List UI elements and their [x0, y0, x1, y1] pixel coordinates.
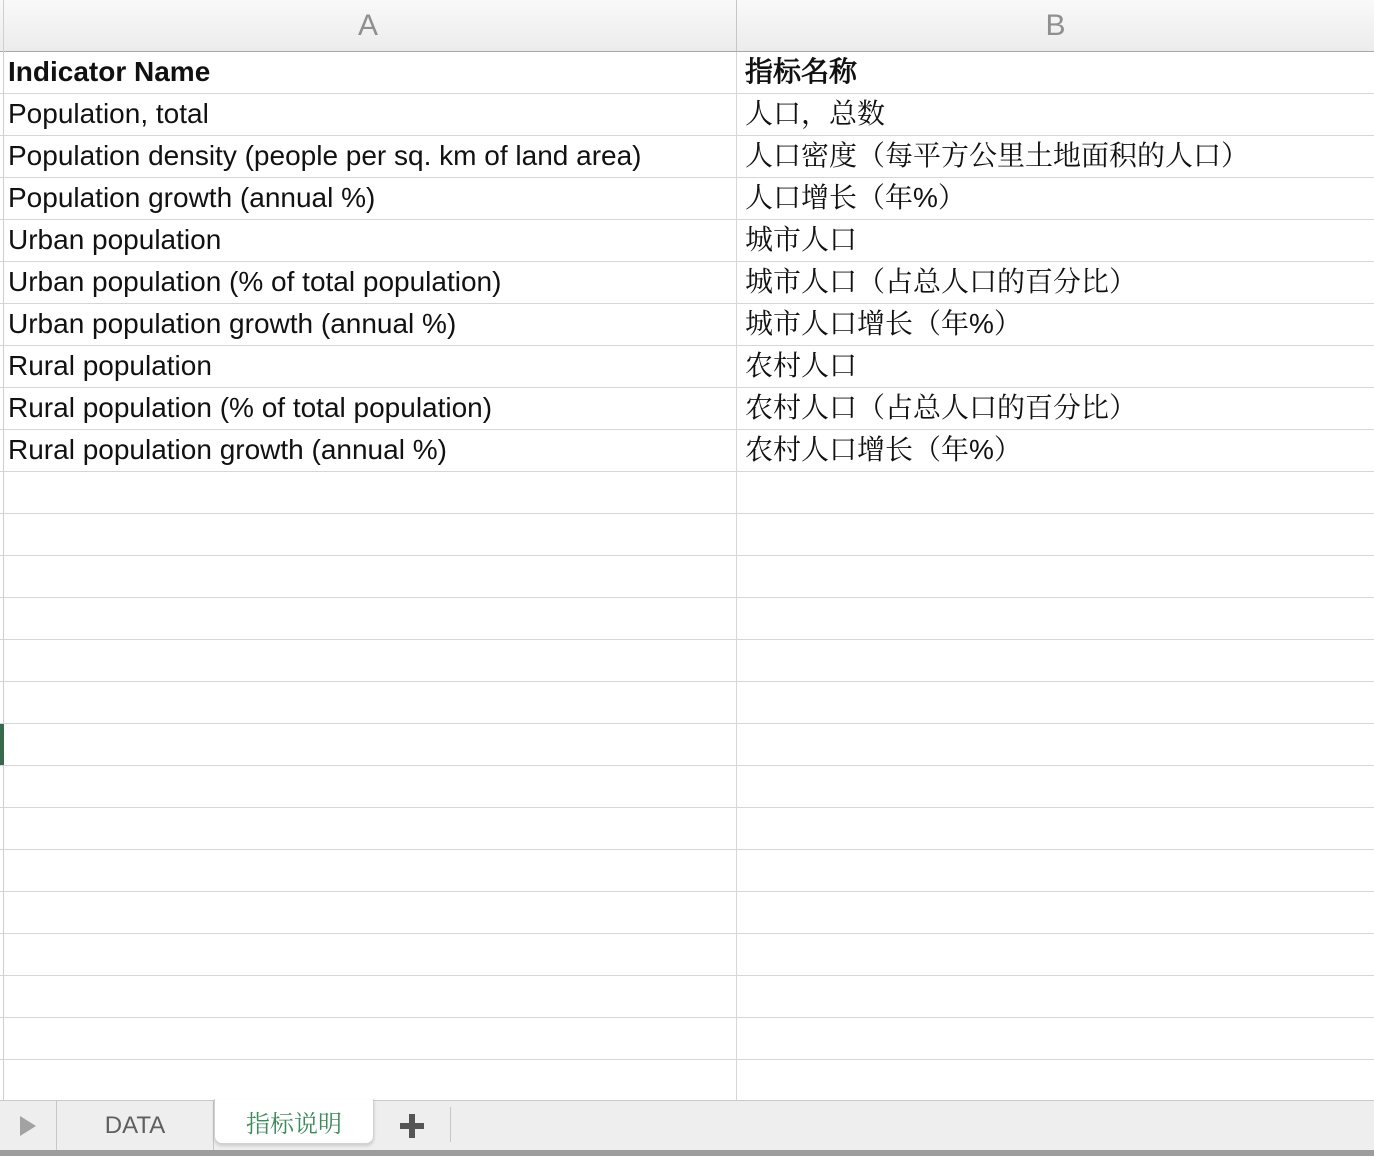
cell-b-row14[interactable]: [737, 598, 1374, 640]
table-row: [0, 178, 1374, 220]
table-row: [0, 598, 1374, 640]
table-row: [0, 1060, 1374, 1100]
selection-indicator: [0, 724, 4, 765]
cell-b-row1[interactable]: 指标名称: [737, 52, 1374, 94]
cell-b-row19[interactable]: [737, 808, 1374, 850]
table-row: [0, 136, 1374, 178]
cell-b-row7[interactable]: 城市人口增长（年%）: [737, 304, 1374, 346]
cell-a-row17[interactable]: [0, 724, 737, 766]
sheet-tab-label: 指标说明: [246, 1110, 342, 1138]
cell-a-row21[interactable]: [0, 892, 737, 934]
cell-a-row11[interactable]: [0, 472, 737, 514]
cell-b-row23[interactable]: [737, 976, 1374, 1018]
sheet-tab-bar: [0, 1100, 1374, 1150]
tabbar-separator: [450, 1107, 451, 1142]
table-row: [0, 682, 1374, 724]
cell-a-row6[interactable]: Urban population (% of total population): [0, 262, 737, 304]
column-header-a[interactable]: A: [0, 0, 737, 51]
cell-a-row10[interactable]: Rural population growth (annual %): [0, 430, 737, 472]
cell-b-row25[interactable]: [737, 1060, 1374, 1100]
cell-b-row15[interactable]: [737, 640, 1374, 682]
cell-a-row5[interactable]: Urban population: [0, 220, 737, 262]
table-row: [0, 262, 1374, 304]
table-row: [0, 514, 1374, 556]
cell-b-row22[interactable]: [737, 934, 1374, 976]
table-row: [0, 808, 1374, 850]
sheet-tab-label: DATA: [104, 1111, 166, 1139]
table-row: [0, 472, 1374, 514]
sheet-tab-inactive-0[interactable]: [57, 1101, 214, 1150]
table-row: [0, 1018, 1374, 1060]
cell-a-row19[interactable]: [0, 808, 737, 850]
cell-b-row17[interactable]: [737, 724, 1374, 766]
table-row: [0, 52, 1374, 94]
sheet-tab-active-1[interactable]: [214, 1099, 374, 1144]
cell-b-row18[interactable]: [737, 766, 1374, 808]
cell-a-row23[interactable]: [0, 976, 737, 1018]
table-row: [0, 220, 1374, 262]
cell-b-row9[interactable]: 农村人口（占总人口的百分比）: [737, 388, 1374, 430]
cell-a-row13[interactable]: [0, 556, 737, 598]
cell-a-row8[interactable]: Rural population: [0, 346, 737, 388]
table-row: [0, 640, 1374, 682]
cell-b-row12[interactable]: [737, 514, 1374, 556]
cell-a-row22[interactable]: [0, 934, 737, 976]
sheet-tabs: [57, 1101, 374, 1150]
cell-b-row16[interactable]: [737, 682, 1374, 724]
cell-a-row4[interactable]: Population growth (annual %): [0, 178, 737, 220]
plus-icon: [400, 1114, 424, 1138]
table-row: [0, 346, 1374, 388]
cell-b-row4[interactable]: 人口增长（年%）: [737, 178, 1374, 220]
cell-a-row15[interactable]: [0, 640, 737, 682]
sheet-grid: [0, 52, 1374, 1100]
cell-a-row12[interactable]: [0, 514, 737, 556]
table-row: [0, 556, 1374, 598]
cell-b-row11[interactable]: [737, 472, 1374, 514]
cell-a-row1[interactable]: Indicator Name: [0, 52, 737, 94]
table-row: [0, 850, 1374, 892]
table-row: [0, 304, 1374, 346]
bottom-strip: [0, 1150, 1374, 1156]
column-header-row: [0, 0, 1374, 52]
cell-a-row20[interactable]: [0, 850, 737, 892]
table-row: [0, 892, 1374, 934]
sheet-nav-arrow-button[interactable]: [0, 1101, 57, 1150]
cell-b-row5[interactable]: 城市人口: [737, 220, 1374, 262]
table-row: [0, 934, 1374, 976]
cell-a-row24[interactable]: [0, 1018, 737, 1060]
cell-b-row10[interactable]: 农村人口增长（年%）: [737, 430, 1374, 472]
table-row: [0, 94, 1374, 136]
cell-a-row18[interactable]: [0, 766, 737, 808]
cell-b-row8[interactable]: 农村人口: [737, 346, 1374, 388]
cell-a-row3[interactable]: Population density (people per sq. km of land area): [0, 136, 737, 178]
cell-b-row13[interactable]: [737, 556, 1374, 598]
column-header-b[interactable]: B: [1045, 8, 1066, 42]
cell-b-row24[interactable]: [737, 1018, 1374, 1060]
table-row: [0, 388, 1374, 430]
cell-b-row20[interactable]: [737, 850, 1374, 892]
table-row: [0, 766, 1374, 808]
cell-b-row6[interactable]: 城市人口（占总人口的百分比）: [737, 262, 1374, 304]
cell-a-row9[interactable]: Rural population (% of total population): [0, 388, 737, 430]
cell-a-row7[interactable]: Urban population growth (annual %): [0, 304, 737, 346]
cell-b-row3[interactable]: 人口密度（每平方公里土地面积的人口）: [737, 136, 1374, 178]
cell-a-row2[interactable]: Population, total: [0, 94, 737, 136]
cell-a-row25[interactable]: [0, 1060, 737, 1100]
cell-a-row16[interactable]: [0, 682, 737, 724]
table-row: [0, 430, 1374, 472]
cell-b-row2[interactable]: 人口，总数: [737, 94, 1374, 136]
right-triangle-icon: [20, 1116, 36, 1136]
add-sheet-button[interactable]: [374, 1101, 450, 1150]
table-row: [0, 724, 1374, 766]
cell-a-row14[interactable]: [0, 598, 737, 640]
table-row: [0, 976, 1374, 1018]
cell-b-row21[interactable]: [737, 892, 1374, 934]
